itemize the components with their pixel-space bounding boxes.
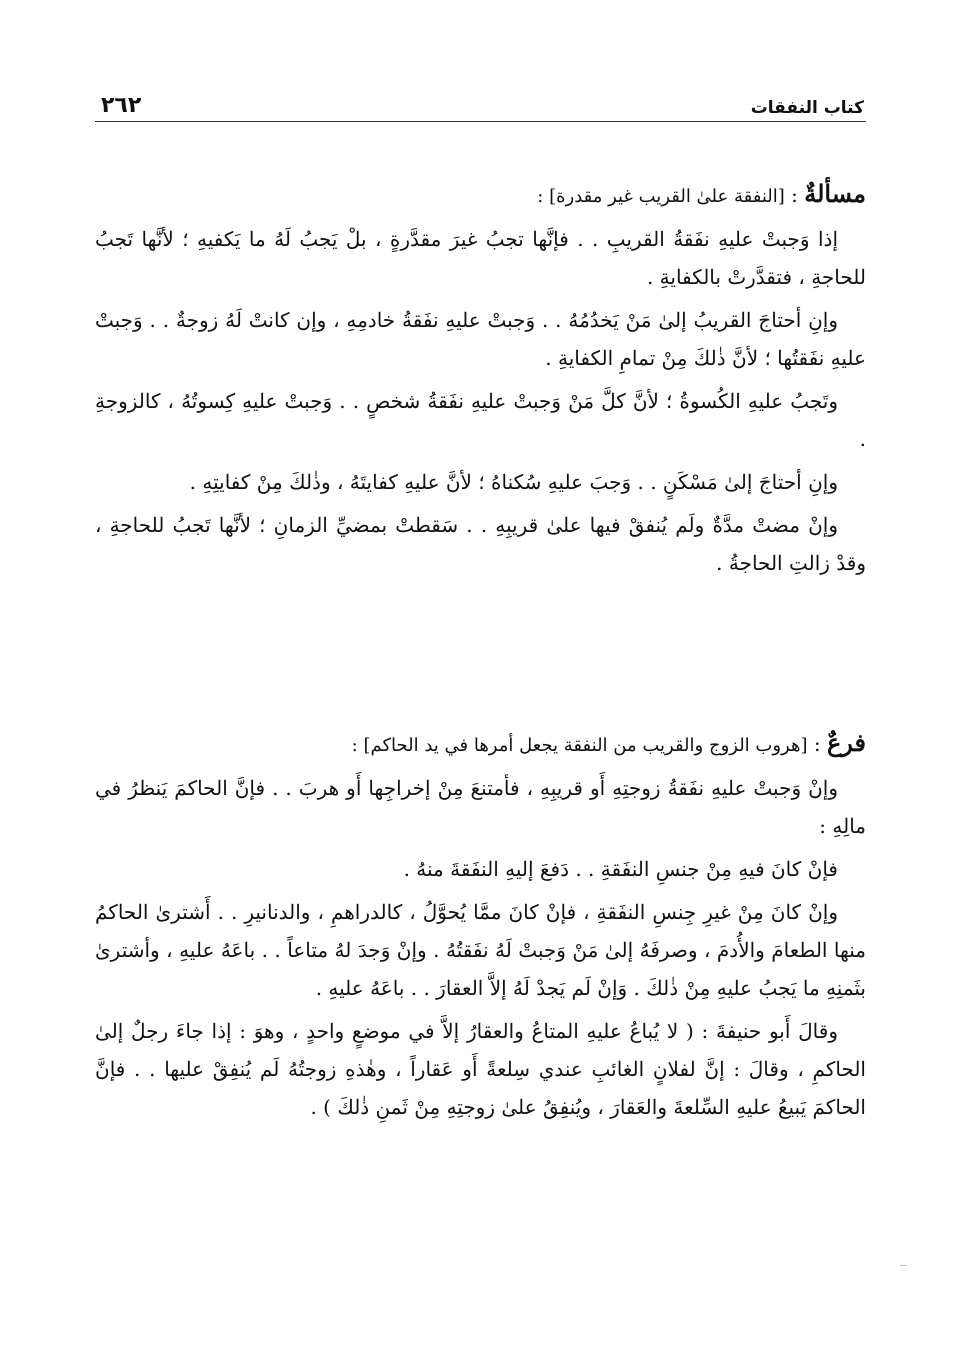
- book-title: كتاب النفقات: [750, 98, 864, 118]
- paragraph: وتَجبُ عليهِ الكُسوةُ ؛ لأنَّ كلَّ مَنْ وَجبتْ عليهِ نفَقةُ شخصٍ . . وَجبتْ عليهِ كِسوتُهُ ، كالزوجةِ .: [95, 389, 866, 451]
- heading-lead: فرعٌ: [826, 728, 866, 757]
- paragraph: وقالَ أَبو حنيفةَ : ( لا يُباعُ عليهِ المتاعُ والعقارُ إلاَّ في موضعٍ واحدٍ ، وهوَ : إذا جاءَ رجلٌ إلىٰ الحاكمِ ، وقالَ : إنَّ لفلانٍ الغائبِ عندي سِلعةً أَو عَقاراً ، وهٰذهِ زوجتُهُ لَم يُنفِقْ عليها . . فإنَّ الحاكمَ يَبيعُ عليهِ السِّلعةَ والعَقارَ ، ويُنفِقُ علىٰ زوجتِهِ مِنْ ثَمنِ ذٰلكَ ) .: [95, 1019, 866, 1119]
- heading-bracket-title: [هروب الزوج والقريب من النفقة يجعل أمرها في يد الحاكم] :: [351, 735, 808, 756]
- section-far: [95, 725, 866, 1126]
- header-rule: [95, 121, 866, 122]
- section-heading: [95, 176, 866, 215]
- section-masala: [95, 176, 866, 582]
- heading-separator: :: [807, 732, 827, 756]
- paragraph: وإنْ مضتْ مدَّةٌ ولَم يُنفقْ فيها علىٰ قريبِهِ . . سَقطتْ بمضيِّ الزمانِ ؛ لأنَّها تَجبُ للحاجةِ ، وقدْ زالتِ الحاجةُ .: [95, 513, 866, 575]
- margin-mark: [900, 1265, 906, 1266]
- heading-lead: مسألةٌ: [804, 179, 866, 208]
- paragraph: وإنِ أحتاجَ إلىٰ مَسْكَنٍ . . وَجبَ عليهِ سُكناهُ ؛ لأنَّ عليهِ كفايتَهُ ، وذٰلكَ مِنْ كفايتِهِ .: [189, 470, 838, 494]
- section-heading: [95, 725, 866, 764]
- paragraph: إذا وَجبتْ عليهِ نفَقةُ القريبِ . . فإنَّها تجبُ غيرَ مقدَّرةٍ ، بلْ يَجبُ لَهُ ما يَكفيهِ ؛ لأنَّها تَجبُ للحاجةِ ، فتقدَّرتْ بالكفايةِ .: [95, 227, 866, 289]
- paragraph: وإنْ وَجبتْ عليهِ نفَقةُ زوجتِهِ أَو قريبِهِ ، فأمتنعَ مِنْ إخراجِها أَو هربَ . . فإنَّ الحاكمَ يَنظرُ في مالِهِ :: [95, 776, 866, 838]
- running-header: [95, 78, 866, 118]
- heading-separator: :: [784, 183, 805, 207]
- paragraph: وإنْ كانَ مِنْ غيرِ جِنسِ النفَقةِ ، فإنْ كانَ ممَّا يُحوَّلُ ، كالدراهمِ ، والدنانيرِ . . أَشترىٰ الحاكمُ منها الطعامَ والأُدمَ ، وصرفَهُ إلىٰ مَنْ وَجبتْ لَهُ نفَقتُهُ . وإنْ وَجدَ لهُ متاعاً . . باعَهُ عليهِ ، وأشترىٰ بثَمنِهِ ما يَجبُ عليهِ مِنْ ذٰلكَ . وَإنْ لَم يَجدْ لَهُ إلاَّ العقارَ . . باعَهُ عليهِ .: [95, 900, 866, 1000]
- paragraph: وإنِ أحتاجَ القريبُ إلىٰ مَنْ يَخدُمُهُ . . وَجبتْ عليهِ نفَقةُ خادمِهِ ، وإن كانتْ لَهُ زوجةٌ . . وَجبتْ عليهِ نفَقتُها ؛ لأنَّ ذٰلكَ مِنْ تمامِ الكفايةِ .: [95, 308, 866, 370]
- paragraph: فإنْ كانَ فيهِ مِنْ جنسِ النفَقةِ . . دَفعَ إليهِ النفَقةَ منهُ .: [403, 857, 838, 881]
- page-number: ٢٦٢: [101, 93, 142, 118]
- heading-bracket-title: [النفقة علىٰ القريب غير مقدرة] :: [537, 186, 785, 207]
